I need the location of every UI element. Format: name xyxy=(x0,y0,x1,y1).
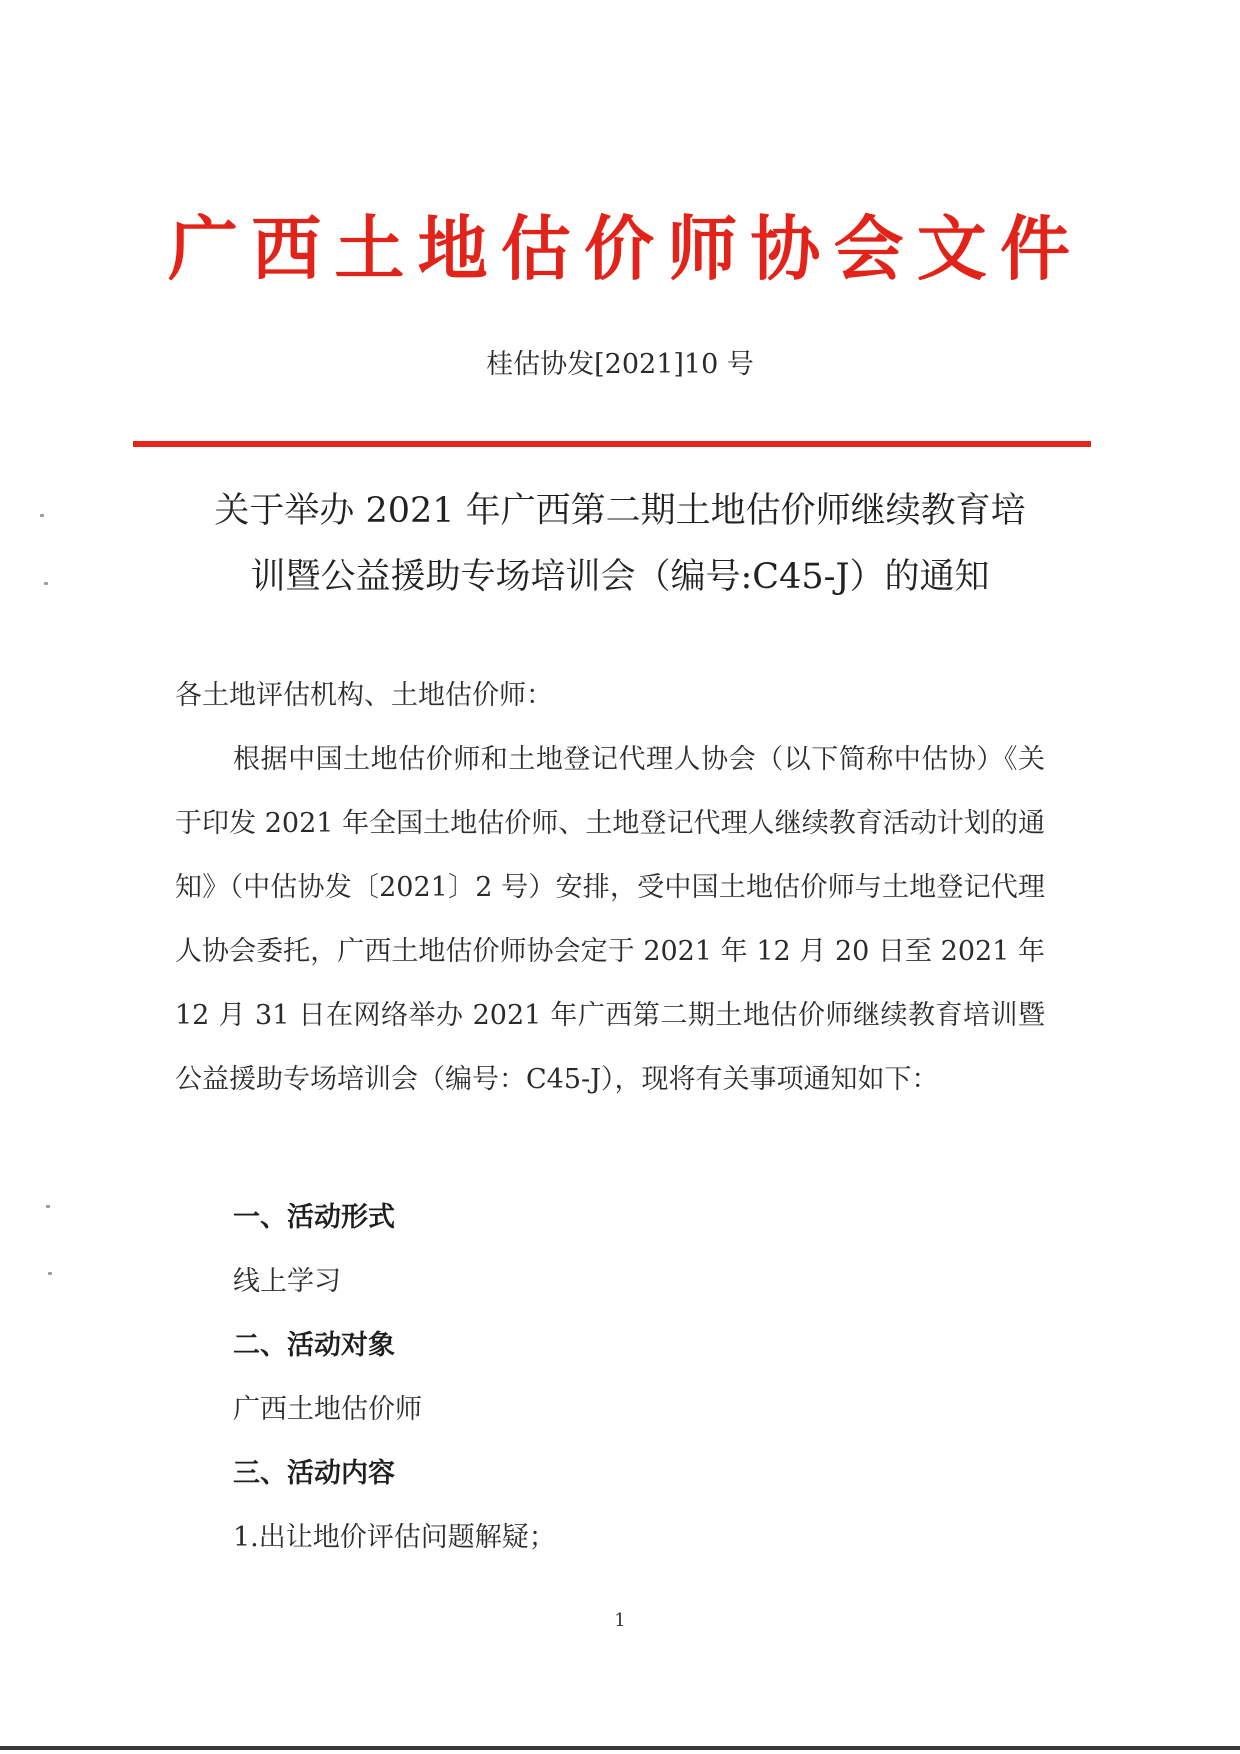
section-1-heading: 一、活动形式 xyxy=(233,1202,395,1233)
section-2-text: 广西土地估价师 xyxy=(233,1394,422,1425)
notice-title xyxy=(140,478,1100,610)
scan-speck xyxy=(40,514,44,517)
red-divider-line xyxy=(133,441,1091,447)
notice-title-line-2: 训暨公益援助专场培训会（编号:C45-J）的通知 xyxy=(250,557,990,597)
notice-title-line-1: 关于举办 2021 年广西第二期土地估价师继续教育培 xyxy=(214,491,1026,531)
scan-bottom-edge xyxy=(0,1746,1240,1750)
organization-header-title: 广西土地估价师协会文件 xyxy=(168,207,1072,290)
body-paragraph: 根据中国土地估价师和土地登记代理人协会（以下简称中估协）《关于印发 2021 年全国土地估价师、土地登记代理人继续教育活动计划的通知》（中估协发〔2021〕2 号）安排，受中国土地估价师与土地登记代理人协会委托，广西土地估价师协会定于 2021 年 12 月 20 日至 2021 年 12 月 31 日在网络举办 2021 年广西第二期土地估价师继续教育培训暨公益援助专场培训会（编号：C45-J），现将有关事项通知如下： xyxy=(175,744,1045,1095)
scan-speck xyxy=(46,1205,50,1208)
section-3-item-1: 1.出让地价评估问题解疑； xyxy=(233,1522,556,1553)
document-number: 桂估协发[2021]10 号 xyxy=(486,349,754,380)
section-1-text: 线上学习 xyxy=(233,1266,341,1297)
section-3-heading: 三、活动内容 xyxy=(233,1458,395,1489)
scan-speck xyxy=(48,1272,52,1275)
page-number: 1 xyxy=(614,1610,626,1631)
salutation: 各土地评估机构、土地估价师： xyxy=(175,680,553,711)
section-2-heading: 二、活动对象 xyxy=(233,1330,395,1361)
scan-speck xyxy=(44,582,48,585)
